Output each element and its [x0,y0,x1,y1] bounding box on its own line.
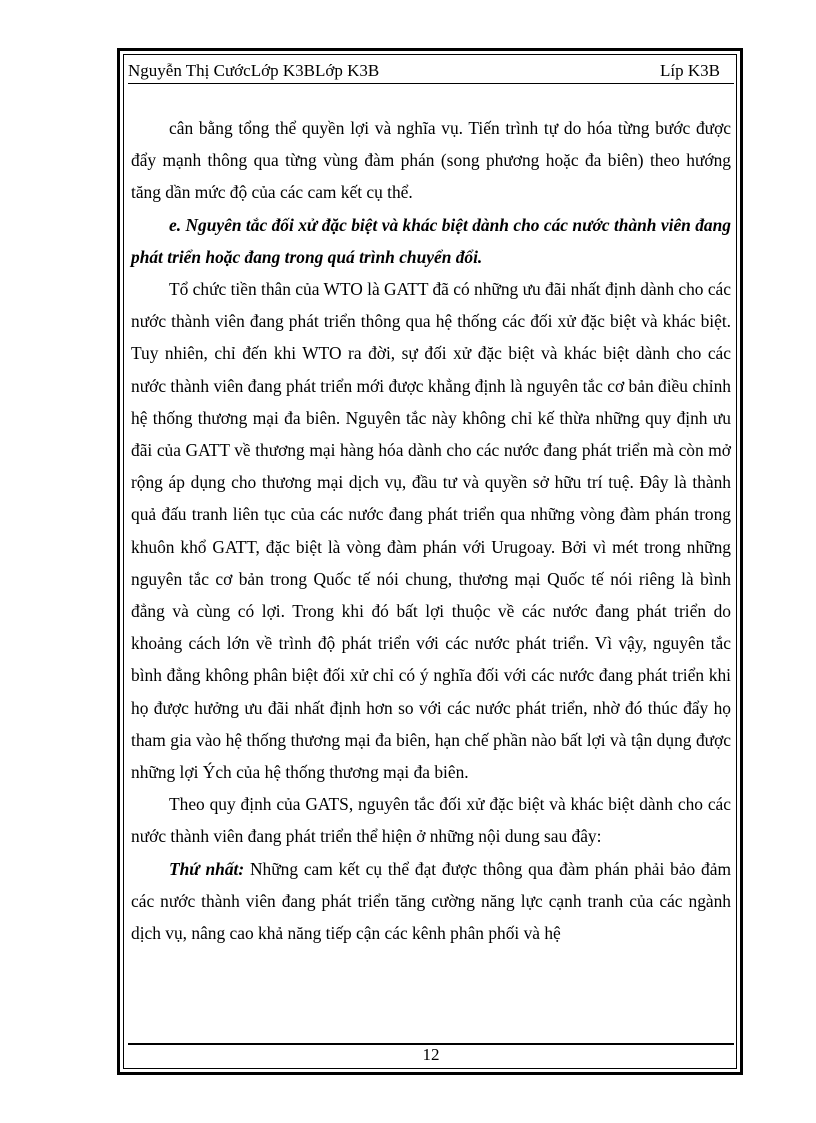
header-divider [128,83,734,84]
page-header [128,58,734,84]
paragraph-2: Tổ chức tiền thân của WTO là GATT đã có những ưu đãi nhất định dành cho các nước thành viên đang phát triển thông qua hệ thống các đối xử đặc biệt và khác biệt. Tuy nhiên, chỉ đến khi WTO ra đời, sự đối xử đặc biệt và khác biệt dành cho các nước thành viên đang phát triển mới được khẳng định là nguyên tắc cơ bản điều chỉnh hệ thống thương mại đa biên. Nguyên tắc này không chỉ kế thừa những quy định ưu đãi của GATT về thương mại hàng hóa dành cho các nước đang phát triển mà còn mở rộng áp dụng cho thương mại dịch vụ, đầu tư và quyền sở hữu trí tuệ. Đây là thành quả đấu tranh liên tục của các nước đang phát triển qua những vòng đàm phán trong khuôn khổ GATT, đặc biệt là vòng đàm phán với Urugoay. Bởi vì mét trong những nguyên tắc cơ bản trong Quốc tế nói chung, thương mại Quốc tế nói riêng là bình đẳng và cùng có lợi. Trong khi đó bất lợi thuộc về các nước đang phát triển do khoảng cách lớn về trình độ phát triển với các nước phát triển. Vì vậy, nguyên tắc bình đẳng không phân biệt đối xử chỉ có ý nghĩa đối với các nước đang phát triển khi họ được hưởng ưu đãi nhất định hơn so với các nước phát triển, nhờ đó thúc đẩy họ tham gia vào hệ thống thương mại đa biên, hạn chế phần nào bất lợi và tận dụng được những lợi Ých của hệ thống thương mại đa biên. [131,279,731,783]
document-body [131,112,731,949]
paragraph-4 [131,853,731,950]
header-class: Líp K3B [660,61,720,80]
paragraph-4-text: Những cam kết cụ thể đạt được thông qua đàm phán phải bảo đảm các nước thành viên đang phát triển tăng cường năng lực cạnh tranh của các ngành dịch vụ, nâng cao khả năng tiếp cận các kênh phân phối và hệ [131,858,731,944]
paragraph-3: Theo quy định của GATS, nguyên tắc đối xử đặc biệt và khác biệt dành cho các nước thành viên đang phát triển thể hiện ở những nội dung sau đây: [131,794,731,847]
paragraph-1: cân bằng tổng thể quyền lợi và nghĩa vụ. Tiến trình tự do hóa từng bước được đẩy mạnh thông qua từng vùng đàm phán (song phương hoặc đa biên) theo hướng tăng dần mức độ của các cam kết cụ thể. [131,118,731,203]
header-author-class: Nguyễn Thị CướcLớp K3BLớp K3B [128,61,380,80]
section-heading-e: e. Nguyên tắc đối xử đặc biệt và khác biệt dành cho các nước thành viên đang phát triển hoặc đang trong quá trình chuyển đổi. [131,214,731,267]
page-number: 12 [422,1045,440,1064]
paragraph-4-lead: Thứ nhất: [169,858,245,879]
